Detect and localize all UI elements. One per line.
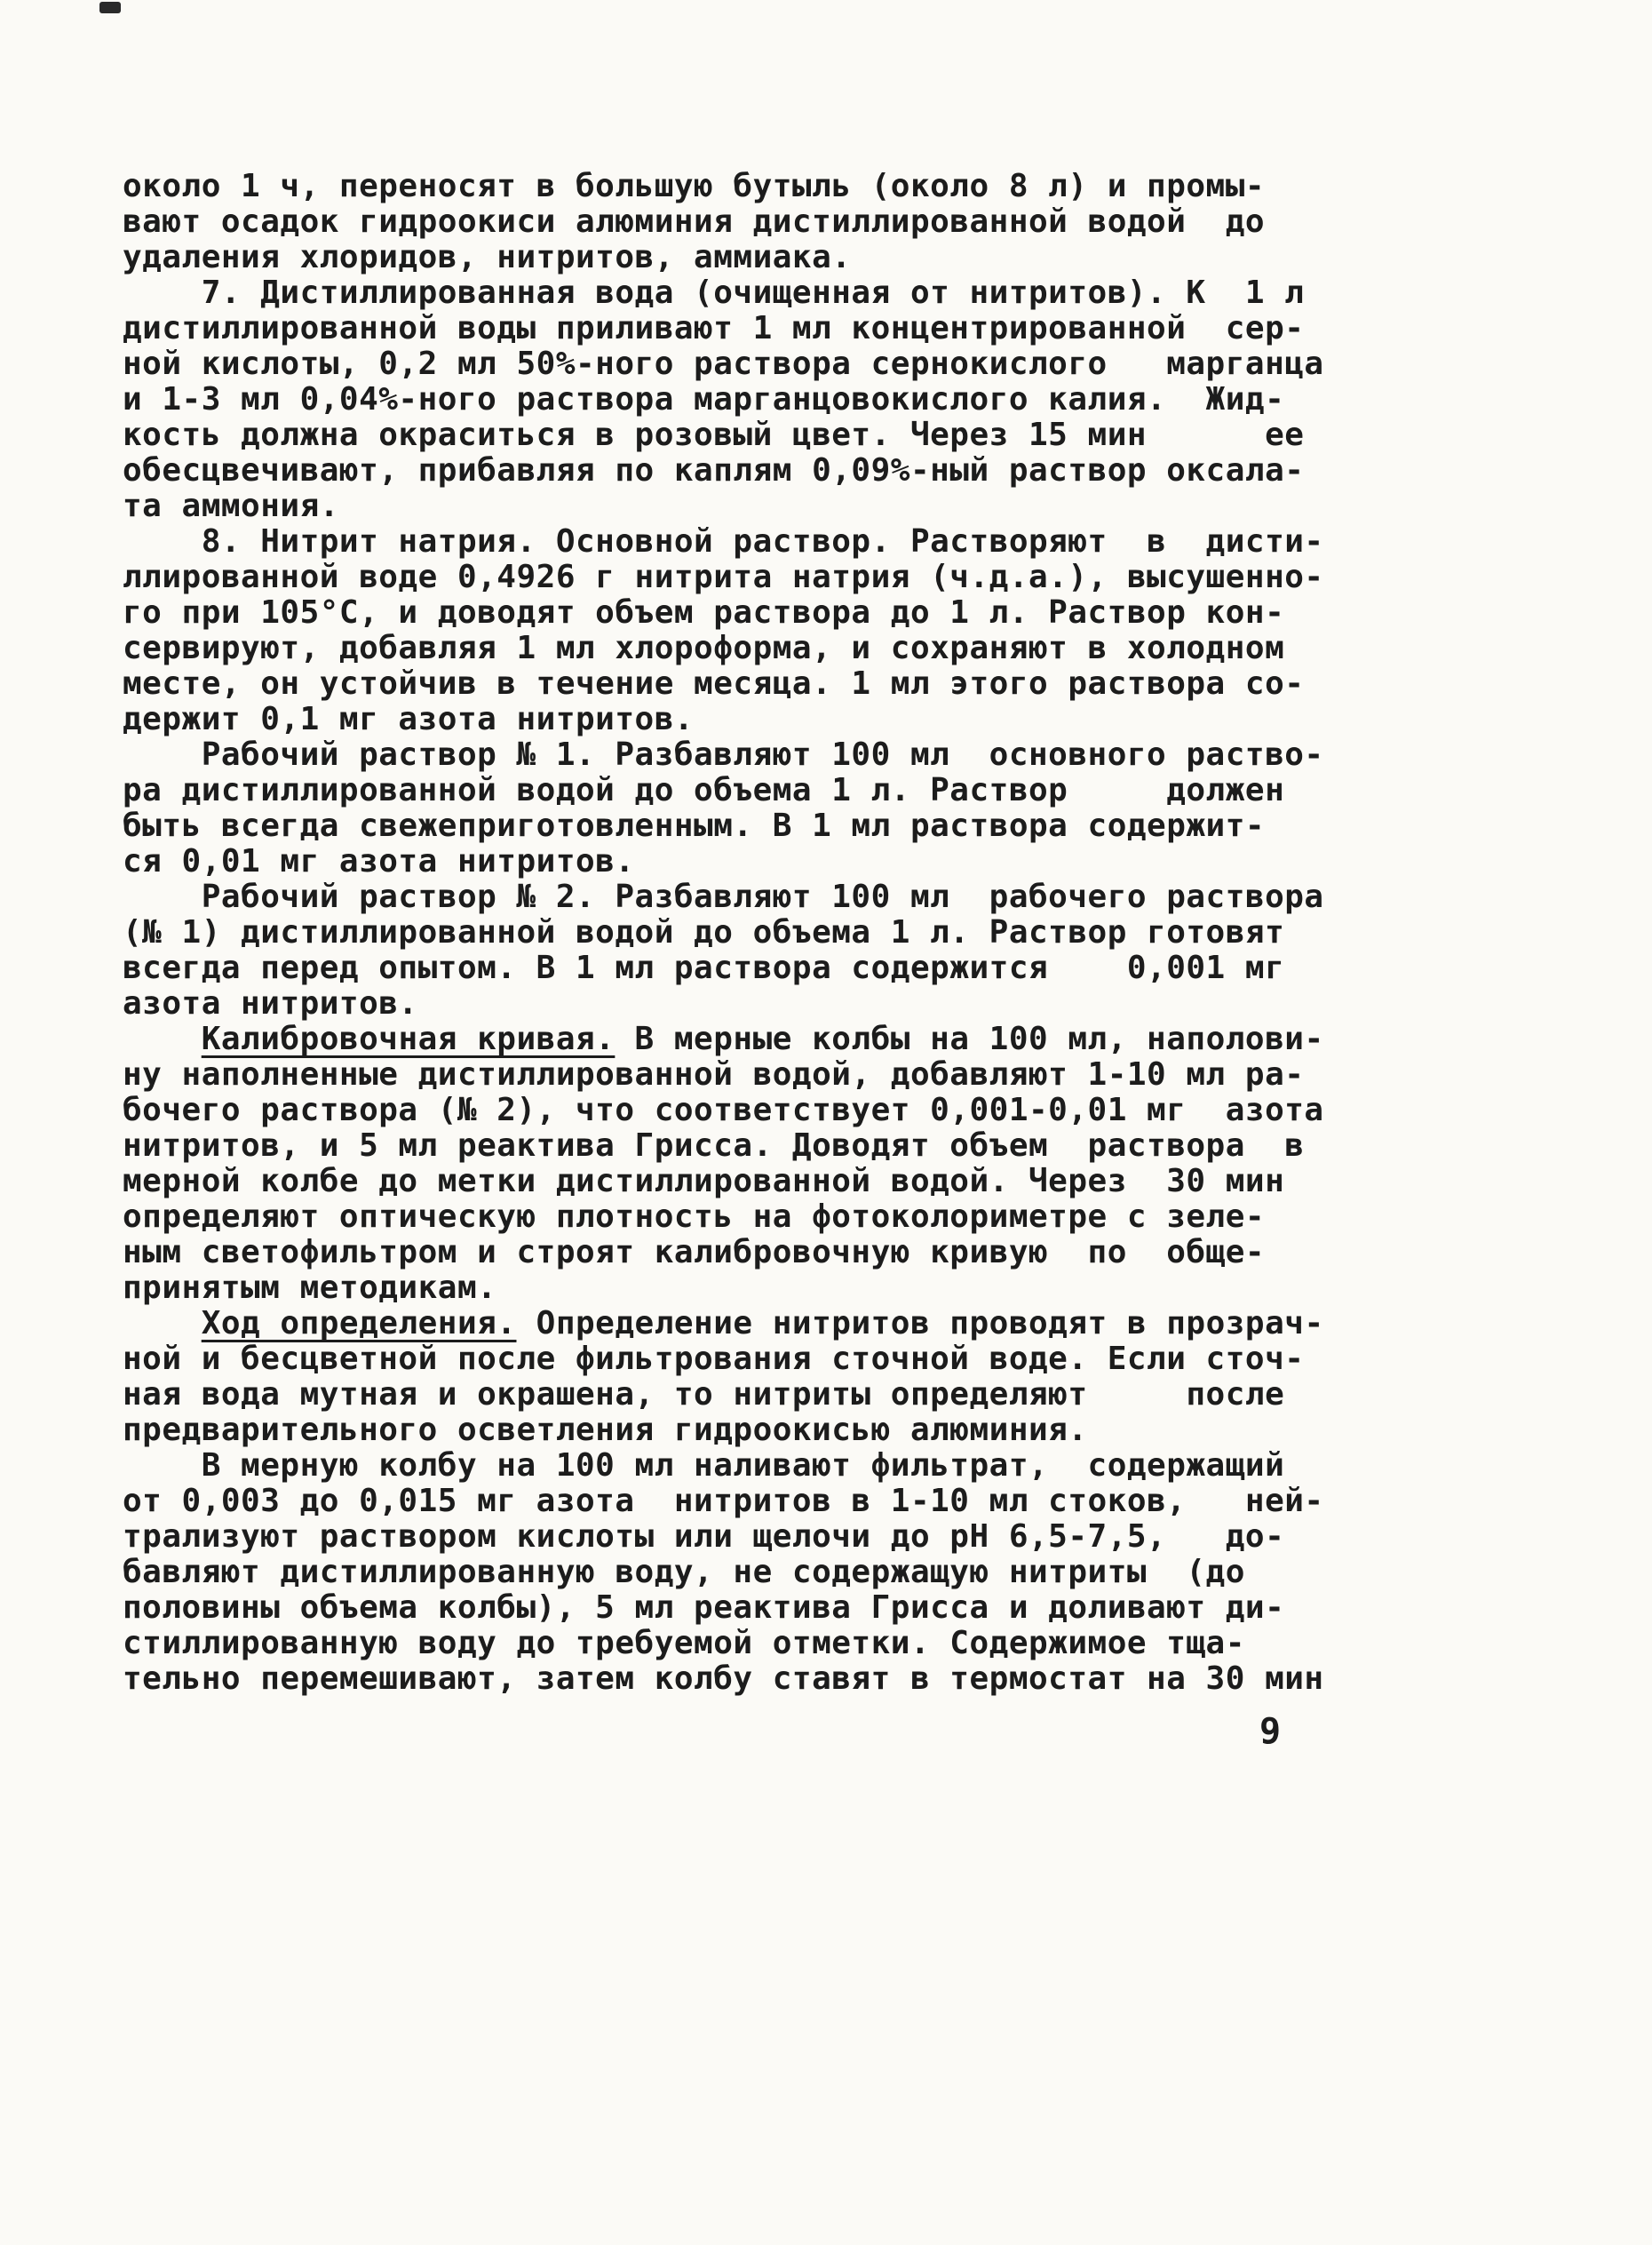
text-line [123, 1164, 1455, 1199]
text-line [123, 1413, 1455, 1448]
text-line [123, 311, 1455, 346]
scan-artifact [99, 2, 121, 13]
text-segment: го при 105°С, и доводят объем раствора до 1 л. Раствор кон- [123, 594, 1285, 631]
text-line [123, 773, 1455, 808]
text-line [123, 1626, 1455, 1661]
text-segment: Рабочий раствор № 2. Разбавляют 100 мл рабочего раствора [123, 879, 1324, 915]
underlined-text: Ход определения. [201, 1305, 517, 1341]
text-line [123, 1022, 1455, 1057]
text-segment: быть всегда свежеприготовленным. В 1 мл раствора содержит- [123, 808, 1266, 844]
text-segment: мерной колбе до метки дистиллированной водой. Через 30 мин [123, 1163, 1285, 1199]
text-segment: азота нитритов. [123, 985, 418, 1022]
text-line [123, 808, 1455, 844]
text-segment: ну наполненные дистиллированной водой, добавляют 1-10 мл ра- [123, 1056, 1305, 1093]
text-line [123, 702, 1455, 737]
text-line [123, 595, 1455, 631]
text-segment: стиллированную воду до требуемой отметки. Содержимое тща- [123, 1625, 1245, 1661]
text-line [123, 1306, 1455, 1341]
text-line [123, 951, 1455, 986]
text-line [123, 453, 1455, 489]
text-line [123, 666, 1455, 702]
text-line [123, 631, 1455, 666]
text-line [123, 560, 1455, 595]
text-segment: ллированной воде 0,4926 г нитрита натрия (ч.д.а.), высушенно- [123, 559, 1324, 595]
text-line [123, 1448, 1455, 1484]
text-segment: 8. Нитрит натрия. Основной раствор. Растворяют в дисти- [123, 523, 1324, 560]
text-segment: ная вода мутная и окрашена, то нитриты определяют после [123, 1376, 1285, 1413]
text-line [123, 1270, 1455, 1306]
text-line [123, 844, 1455, 880]
document-body [123, 169, 1455, 1697]
page-number: 9 [1259, 1711, 1282, 1752]
text-line [123, 915, 1455, 951]
text-segment: нитритов, и 5 мл реактива Грисса. Доводят объем раствора в [123, 1127, 1305, 1164]
text-line [123, 1484, 1455, 1519]
text-line [123, 169, 1455, 204]
text-line [123, 1341, 1455, 1377]
text-segment: кость должна окраситься в розовый цвет. Через 15 мин ее [123, 417, 1305, 453]
text-segment: предварительного осветления гидроокисью алюминия. [123, 1412, 1088, 1448]
text-segment: держит 0,1 мг азота нитритов. [123, 701, 695, 737]
text-segment: удаления хлоридов, нитритов, аммиака. [123, 239, 852, 275]
text-line [123, 346, 1455, 382]
text-line [123, 240, 1455, 275]
text-segment: В мерные колбы на 100 мл, наполови- [615, 1021, 1324, 1057]
text-segment: половины объема колбы), 5 мл реактива Грисса и доливают ди- [123, 1589, 1285, 1626]
text-line [123, 418, 1455, 453]
text-segment: тельно перемешивают, затем колбу ставят в термостат на 30 мин [123, 1660, 1324, 1697]
text-line [123, 737, 1455, 773]
text-segment: В мерную колбу на 100 мл наливают фильтрат, содержащий [123, 1447, 1285, 1484]
text-segment: ной и бесцветной после фильтрования сточной воде. Если сточ- [123, 1341, 1305, 1377]
text-segment: и 1-3 мл 0,04%-ного раствора марганцовокислого калия. Жид- [123, 381, 1285, 418]
text-line [123, 275, 1455, 311]
text-line [123, 986, 1455, 1022]
text-segment: ной кислоты, 0,2 мл 50%-ного раствора сернокислого марганца [123, 346, 1324, 382]
text-line [123, 880, 1455, 915]
text-line [123, 1057, 1455, 1093]
text-line [123, 489, 1455, 524]
text-line [123, 1093, 1455, 1128]
text-segment: трализуют раствором кислоты или щелочи до рН 6,5-7,5, до- [123, 1518, 1285, 1555]
text-segment: сервируют, добавляя 1 мл хлороформа, и сохраняют в холодном [123, 630, 1285, 666]
text-segment: от 0,003 до 0,015 мг азота нитритов в 1-10 мл стоков, ней- [123, 1483, 1324, 1519]
text-segment: принятым методикам. [123, 1270, 497, 1306]
text-segment: та аммония. [123, 488, 339, 524]
text-segment: 7. Дистиллированная вода (очищенная от нитритов). К 1 л [123, 275, 1305, 311]
text-segment: месте, он устойчив в течение месяца. 1 мл этого раствора со- [123, 665, 1305, 702]
text-segment: ся 0,01 мг азота нитритов. [123, 843, 635, 880]
text-segment: дистиллированной воды приливают 1 мл концентрированной сер- [123, 310, 1305, 346]
text-line [123, 1377, 1455, 1413]
text-line [123, 1199, 1455, 1235]
text-line [123, 524, 1455, 560]
text-segment: определяют оптическую плотность на фотоколориметре с зеле- [123, 1198, 1266, 1235]
text-line [123, 382, 1455, 418]
text-segment: вают осадок гидроокиси алюминия дистиллированной водой до [123, 203, 1266, 240]
text-segment: бочего раствора (№ 2), что соответствует 0,001-0,01 мг азота [123, 1092, 1324, 1128]
text-segment: Определение нитритов проводят в прозрач- [516, 1305, 1324, 1341]
text-segment: обесцвечивают, прибавляя по каплям 0,09%-ный раствор оксала- [123, 452, 1305, 489]
text-line [123, 1555, 1455, 1590]
text-segment: Рабочий раствор № 1. Разбавляют 100 мл основного раство- [123, 736, 1324, 773]
text-segment: ным светофильтром и строят калибровочную кривую по обще- [123, 1234, 1266, 1270]
text-segment: бавляют дистиллированную воду, не содержащую нитриты (до [123, 1554, 1245, 1590]
text-segment [123, 1305, 202, 1341]
text-line [123, 1590, 1455, 1626]
text-line [123, 1519, 1455, 1555]
text-segment: ра дистиллированной водой до объема 1 л. Раствор должен [123, 772, 1285, 808]
text-segment: около 1 ч, переносят в большую бутыль (около 8 л) и промы- [123, 168, 1266, 204]
text-segment: всегда перед опытом. В 1 мл раствора содержится 0,001 мг [123, 950, 1285, 986]
underlined-text: Калибровочная кривая. [201, 1021, 616, 1057]
text-line [123, 1128, 1455, 1164]
text-line [123, 1661, 1455, 1697]
text-line [123, 1235, 1455, 1270]
text-line [123, 204, 1455, 240]
text-segment [123, 1021, 202, 1057]
text-segment: (№ 1) дистиллированной водой до объема 1 л. Раствор готовят [123, 914, 1285, 951]
